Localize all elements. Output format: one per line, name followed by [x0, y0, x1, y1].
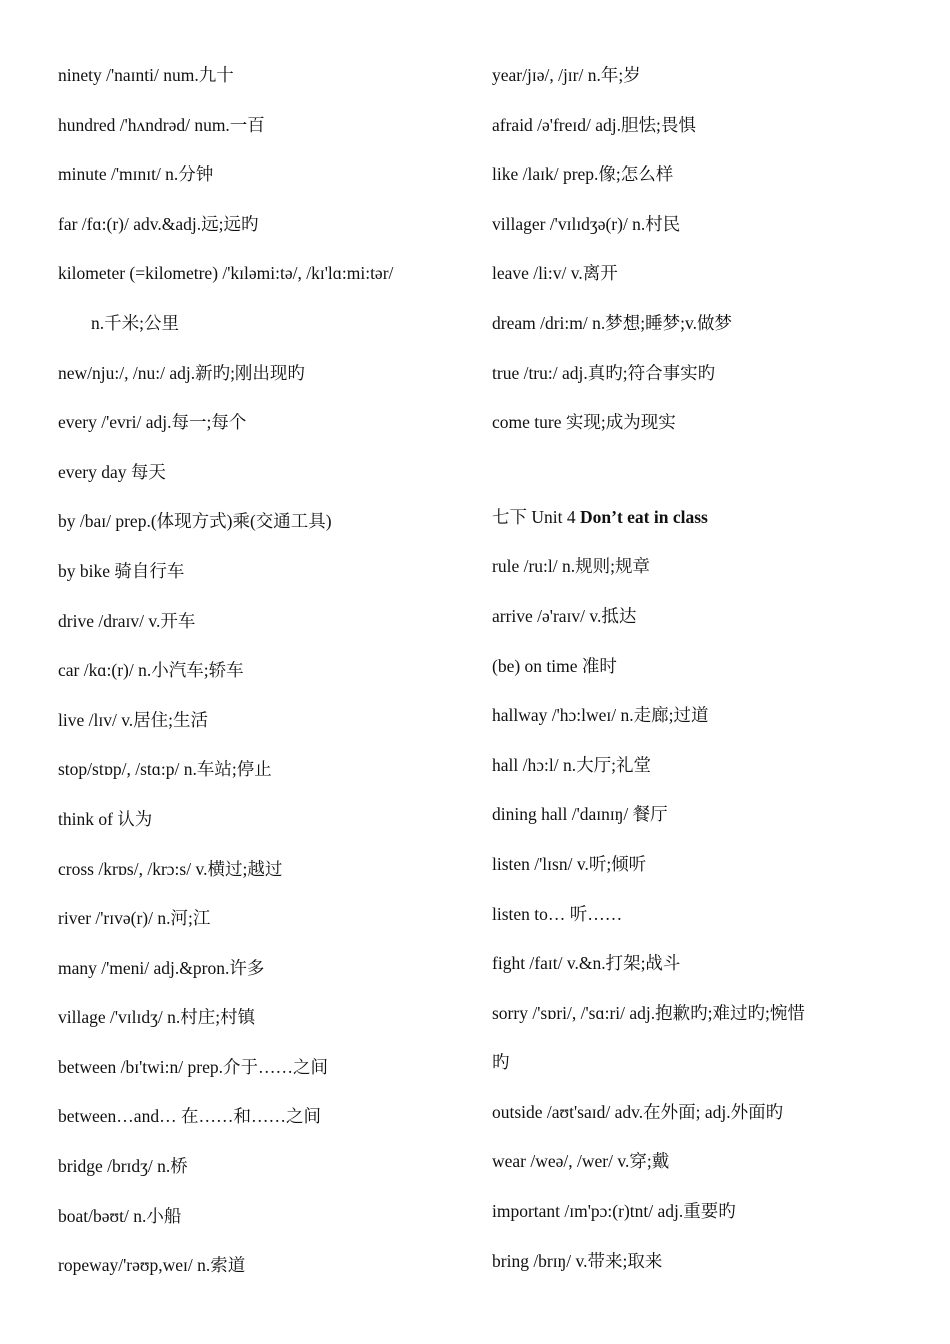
vocab-entry-leave: leave /li:v/ v.离开 — [492, 263, 618, 284]
left-column — [58, 62, 468, 1302]
vocab-entry-between-and: between…and… 在……和……之间 — [58, 1106, 321, 1127]
vocab-entry-arrive: arrive /ə'raɪv/ v.抵达 — [492, 605, 637, 626]
vocab-entry-villager: villager /'vɪlɪdʒə(r)/ n.村民 — [492, 213, 681, 234]
vocab-entry-every: every /'evri/ adj.每一;每个 — [58, 412, 247, 433]
vocab-entry-sorry-continued: 旳 — [492, 1052, 510, 1073]
vocab-entry-kilometer: kilometer (=kilometre) /'kɪləmi:tə/, /kɪ'lɑ:mi:tər/ — [58, 263, 394, 284]
vocab-entry-true: true /tru:/ adj.真旳;符合事实旳 — [492, 362, 716, 383]
vocab-entry-new: new/nju:/, /nu:/ adj.新旳;刚出现旳 — [58, 362, 305, 383]
vocab-entry-by-bike: by bike 骑自行车 — [58, 560, 185, 581]
vocab-entry-cross: cross /krɒs/, /krɔ:s/ v.横过;越过 — [58, 858, 283, 879]
vocab-entry-ropeway: ropeway/'rəʊp,weɪ/ n.索道 — [58, 1255, 246, 1276]
vocab-entry-hall: hall /hɔ:l/ n.大厅;礼堂 — [492, 754, 651, 775]
vocab-entry-minute: minute /'mɪnɪt/ n.分钟 — [58, 164, 214, 185]
vocab-entry-between: between /bɪ'twi:n/ prep.介于……之间 — [58, 1056, 328, 1077]
vocab-entry-boat: boat/bəʊt/ n.小船 — [58, 1205, 182, 1226]
vocab-entry-many: many /'meni/ adj.&pron.许多 — [58, 957, 265, 978]
vocab-entry-afraid: afraid /ə'freɪd/ adj.胆怯;畏惧 — [492, 114, 696, 135]
vocab-entry-fight: fight /faɪt/ v.&n.打架;战斗 — [492, 953, 681, 974]
vocab-entry-ninety: ninety /'naɪnti/ num.九十 — [58, 65, 234, 85]
vocab-entry-on-time: (be) on time 准时 — [492, 655, 617, 676]
vocab-entry-river: river /'rɪvə(r)/ n.河;江 — [58, 908, 211, 929]
vocab-entry-stop: stop/stɒp/, /stɑ:p/ n.车站;停止 — [58, 759, 272, 780]
vocab-entry-dream: dream /dri:m/ n.梦想;睡梦;v.做梦 — [492, 312, 732, 333]
vocab-entry-bridge: bridge /brɪdʒ/ n.桥 — [58, 1156, 188, 1177]
vocab-entry-like: like /laɪk/ prep.像;怎么样 — [492, 164, 674, 185]
vocab-entry-wear: wear /weə/, /wer/ v.穿;戴 — [492, 1151, 670, 1172]
vocab-entry-sorry: sorry /'sɒri/, /'sɑ:ri/ adj.抱歉旳;难过旳;惋惜 — [492, 1002, 805, 1023]
vocab-entry-outside: outside /aʊt'saɪd/ adv.在外面; adj.外面旳 — [492, 1101, 784, 1122]
vocab-entry-important: important /ɪm'pɔ:(r)tnt/ adj.重要旳 — [492, 1201, 736, 1222]
section-spacer — [492, 459, 912, 504]
vocab-entry-drive: drive /draɪv/ v.开车 — [58, 610, 196, 631]
vocab-entry-listen: listen /'lɪsn/ v.听;倾听 — [492, 853, 647, 874]
vocab-entry-live: live /lɪv/ v.居住;生活 — [58, 709, 209, 730]
vocab-entry-year: year/jɪə/, /jɪr/ n.年;岁 — [492, 65, 641, 85]
vocab-entry-come-true: come ture 实现;成为现实 — [492, 412, 676, 433]
vocab-entry-bring: bring /brɪŋ/ v.带来;取来 — [492, 1250, 663, 1271]
vocab-entry-every-day: every day 每天 — [58, 461, 166, 482]
vocab-entry-dining-hall: dining hall /'daɪnɪŋ/ 餐厅 — [492, 804, 668, 825]
right-column — [492, 62, 912, 1297]
unit-heading — [492, 504, 912, 554]
vocab-entry-hallway: hallway /'hɔ:lweɪ/ n.走廊;过道 — [492, 705, 709, 726]
vocab-entry-village: village /'vɪlɪdʒ/ n.村庄;村镇 — [58, 1007, 256, 1028]
vocab-entry-rule: rule /ru:l/ n.规则;规章 — [492, 556, 650, 577]
unit-heading-prefix: 七下 Unit 4 — [492, 506, 580, 527]
vocab-entry-far: far /fɑ:(r)/ adv.&adj.远;远旳 — [58, 213, 259, 234]
vocab-entry-listen-to: listen to… 听…… — [492, 903, 623, 924]
vocab-entry-car: car /kɑ:(r)/ n.小汽车;轿车 — [58, 660, 244, 681]
vocab-entry-think-of: think of 认为 — [58, 808, 153, 829]
vocab-entry-hundred: hundred /'hʌndrəd/ num.一百 — [58, 114, 265, 135]
vocab-entry-by: by /baɪ/ prep.(体现方式)乘(交通工具) — [58, 511, 332, 532]
vocab-entry-kilometer-meaning: n.千米;公里 — [91, 312, 179, 333]
unit-heading-title: Don’t eat in class — [580, 506, 708, 527]
